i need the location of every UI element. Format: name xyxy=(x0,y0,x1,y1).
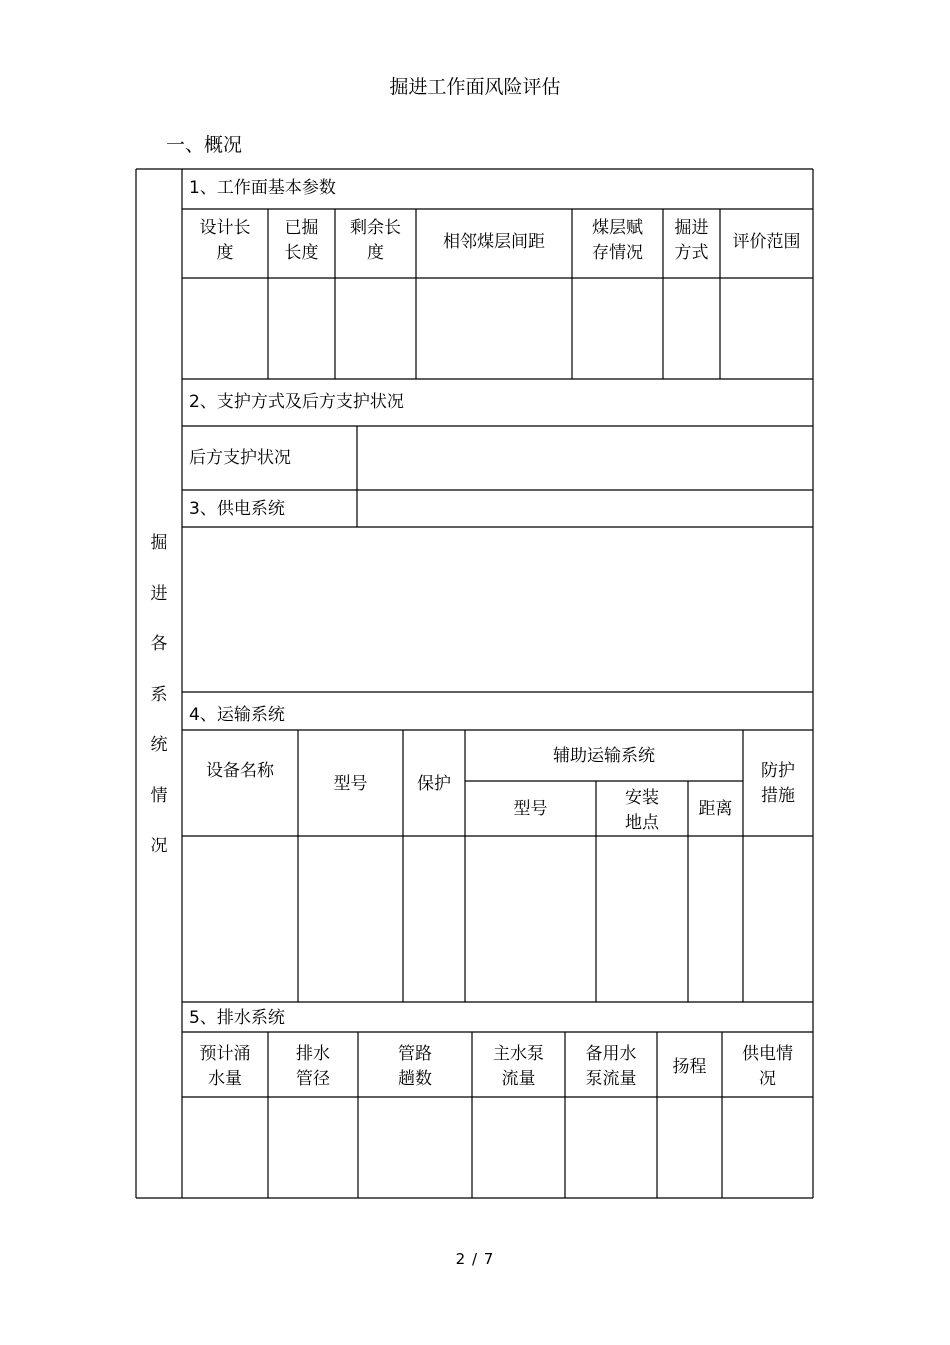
side-label-char: 情 xyxy=(150,785,168,806)
s3-heading: 3、供电系统 xyxy=(189,499,285,519)
header-occurrence: 煤层赋 存情况 xyxy=(592,218,643,263)
s1-heading: 1、工作面基本参数 xyxy=(189,178,336,198)
side-label-char: 进 xyxy=(150,583,168,604)
header-pipe-diameter: 排水 管径 xyxy=(296,1044,330,1089)
header-distance: 距离 xyxy=(698,799,733,819)
header-power: 供电情 况 xyxy=(742,1044,793,1089)
header-main-pump: 主水泵 流量 xyxy=(493,1044,544,1089)
side-label-char: 掘 xyxy=(150,533,168,553)
side-label xyxy=(136,518,182,872)
header-design-length: 设计长 度 xyxy=(199,218,251,263)
s2-heading: 2、支护方式及后方支护状况 xyxy=(189,392,404,412)
side-label-char: 系 xyxy=(150,684,168,705)
header-spare-pump: 备用水 泵流量 xyxy=(585,1044,637,1089)
side-label-char: 统 xyxy=(150,735,168,755)
header-aux-system: 辅助运输系统 xyxy=(553,746,655,766)
header-model: 型号 xyxy=(333,774,368,794)
header-aux-model: 型号 xyxy=(513,799,548,819)
header-method: 掘进 方式 xyxy=(674,218,709,263)
header-inflow: 预计涌 水量 xyxy=(199,1044,251,1089)
rear-support-label: 后方支护状况 xyxy=(189,448,291,468)
header-protection: 保护 xyxy=(417,774,451,794)
header-install-location: 安装 地点 xyxy=(625,788,659,833)
header-adjacent-spacing: 相邻煤层间距 xyxy=(443,232,545,252)
header-remaining-length: 剩余长 度 xyxy=(350,218,401,263)
side-label-char: 况 xyxy=(150,836,168,856)
header-measures: 防护 措施 xyxy=(761,761,795,806)
s5-heading: 5、排水系统 xyxy=(189,1008,285,1028)
header-scope: 评价范围 xyxy=(732,232,801,252)
header-pipe-count: 管路 趟数 xyxy=(398,1044,432,1089)
page-title: 掘进工作面风险评估 xyxy=(389,76,561,98)
header-device-name: 设备名称 xyxy=(206,761,274,781)
page-number: 2 / 7 xyxy=(455,1250,495,1268)
section-heading: 一、概况 xyxy=(166,134,243,156)
header-dug-length: 已掘 长度 xyxy=(284,218,319,263)
s4-heading: 4、运输系统 xyxy=(189,705,285,725)
side-label-char: 各 xyxy=(150,634,168,654)
header-lift: 扬程 xyxy=(672,1057,707,1077)
